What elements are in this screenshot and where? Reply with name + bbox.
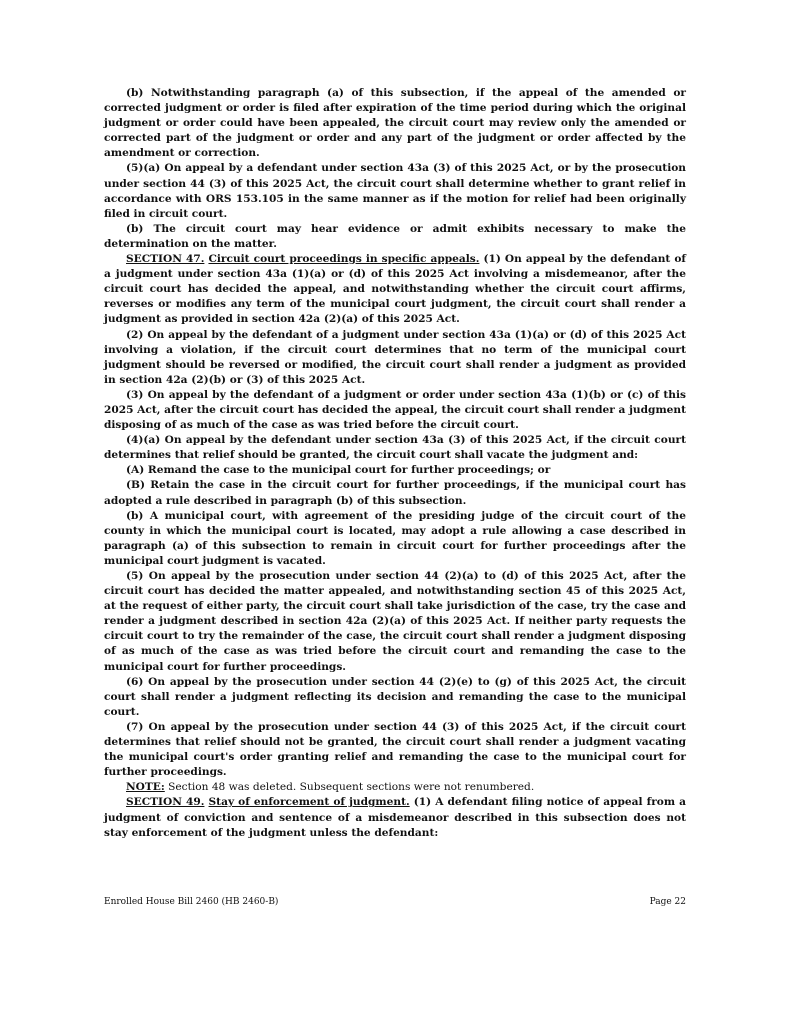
section-47-paragraph [104, 252, 686, 327]
section-49-title: Stay of enforcement of judgment. [208, 796, 410, 809]
note-body: Section 48 was deleted. Subsequent sections were not renumbered. [164, 781, 535, 794]
section-47-title: Circuit court proceedings in specific appeals. [208, 253, 480, 266]
paragraph-5a: (5)(a) On appeal by a defendant under section 43a (3) of this 2025 Act, or by the prosecution under section 44 (3) of this 2025 Act, the circuit court shall determine whether to grant relief in accordance with ORS 153.105 in the same manner as if the motion for relief had been originally filed in circuit court. [104, 162, 686, 220]
section-47-subsection-6: (6) On appeal by the prosecution under section 44 (2)(e) to (g) of this 2025 Act, the circuit court shall render a judgment reflecting its decision and remanding the case to the municipal court. [104, 675, 686, 718]
section-47-subparagraph-a: (A) Remand the case to the municipal court for further proceedings; or [126, 464, 551, 477]
footer-page-number: Page 22 [649, 897, 686, 907]
section-47-heading: SECTION 47. [126, 253, 205, 266]
section-47-subsection-3: (3) On appeal by the defendant of a judgment or order under section 43a (1)(b) or (c) of this 2025 Act, after the circuit court has decided the appeal, the circuit court shall render a judgment disposing of as much of the case as was tried before the circuit court. [104, 388, 686, 432]
section-47-subparagraph-b: (B) Retain the case in the circuit court for further proceedings, if the municipal court has adopted a rule described in paragraph (b) of this subsection. [104, 479, 686, 507]
section-47-body: (1) On appeal by the defendant of a judgment under section 43a (1)(a) or (d) of this 2025 Act involving a misdemeanor, after the circuit court has decided the appeal, and notwithstanding whether the circuit court affirms, reverses or modifies any term of the municipal court judgment, the circuit court shall render a judgment as provided in section 42a (2)(a) of this 2025 Act. [104, 253, 686, 326]
section-47-subsection-5: (5) On appeal by the prosecution under section 44 (2)(a) to (d) of this 2025 Act, after the circuit court has decided the matter appealed, and notwithstanding section 45 of this 2025 Act, at the request of either party, the circuit court shall take jurisdiction of the case, try the case and render a judgment described in section 42a (2)(a) of this 2025 Act. If neither party requests the circuit court to try the remainder of the case, the circuit court shall render a judgment disposing of as much of the case as was tried before the circuit court and remanding the case to the municipal court for further proceedings. [104, 570, 686, 673]
note-paragraph [104, 780, 686, 795]
section-49-heading: SECTION 49. [126, 796, 205, 809]
section-47-subsection-7: (7) On appeal by the prosecution under section 44 (3) of this 2025 Act, if the circuit court determines that relief should not be granted, the circuit court shall render a judgment vacating the municipal court's order granting relief and remanding the case to the municipal court for further proceedings. [104, 720, 686, 779]
section-49-paragraph [104, 795, 686, 840]
section-47-subsection-2: (2) On appeal by the defendant of a judgment under section 43a (1)(a) or (d) of this 2025 Act involving a violation, if the circuit court determines that no term of the municipal court judgment should be reversed or modified, the circuit court shall render a judgment as provided in section 42a (2)(b) or (3) of this 2025 Act. [104, 328, 686, 386]
note-label: NOTE: [126, 781, 165, 794]
page-footer [104, 897, 686, 907]
footer-bill-name: Enrolled House Bill 2460 (HB 2460-B) [104, 897, 279, 907]
bill-body-text [104, 86, 686, 841]
paragraph-5b: (b) The circuit court may hear evidence or admit exhibits necessary to make the determination on the matter. [104, 222, 686, 250]
paragraph-4b-continued: (b) Notwithstanding paragraph (a) of this subsection, if the appeal of the amended or corrected judgment or order is filed after expiration of the time period during which the original judgment or order could have been appealed, the circuit court may review only the amended or corrected part of the judgment or order and any part of the judgment or order affected by the amendment or correction. [104, 87, 686, 160]
section-47-subsection-4a: (4)(a) On appeal by the defendant under section 43a (3) of this 2025 Act, if the circuit court determines that relief should be granted, the circuit court shall vacate the judgment and: [104, 434, 686, 462]
section-49-body: (1) A defendant filing notice of appeal from a judgment of conviction and sentence of a misdemeanor described in this subsection does not stay enforcement of the judgment unless the defendant: [104, 796, 686, 839]
section-47-subsection-4b: (b) A municipal court, with agreement of the presiding judge of the circuit court of the county in which the municipal court is located, may adopt a rule allowing a case described in paragraph (a) of this subsection to remain in circuit court for further proceedings after the municipal court judgment is vacated. [104, 509, 686, 567]
